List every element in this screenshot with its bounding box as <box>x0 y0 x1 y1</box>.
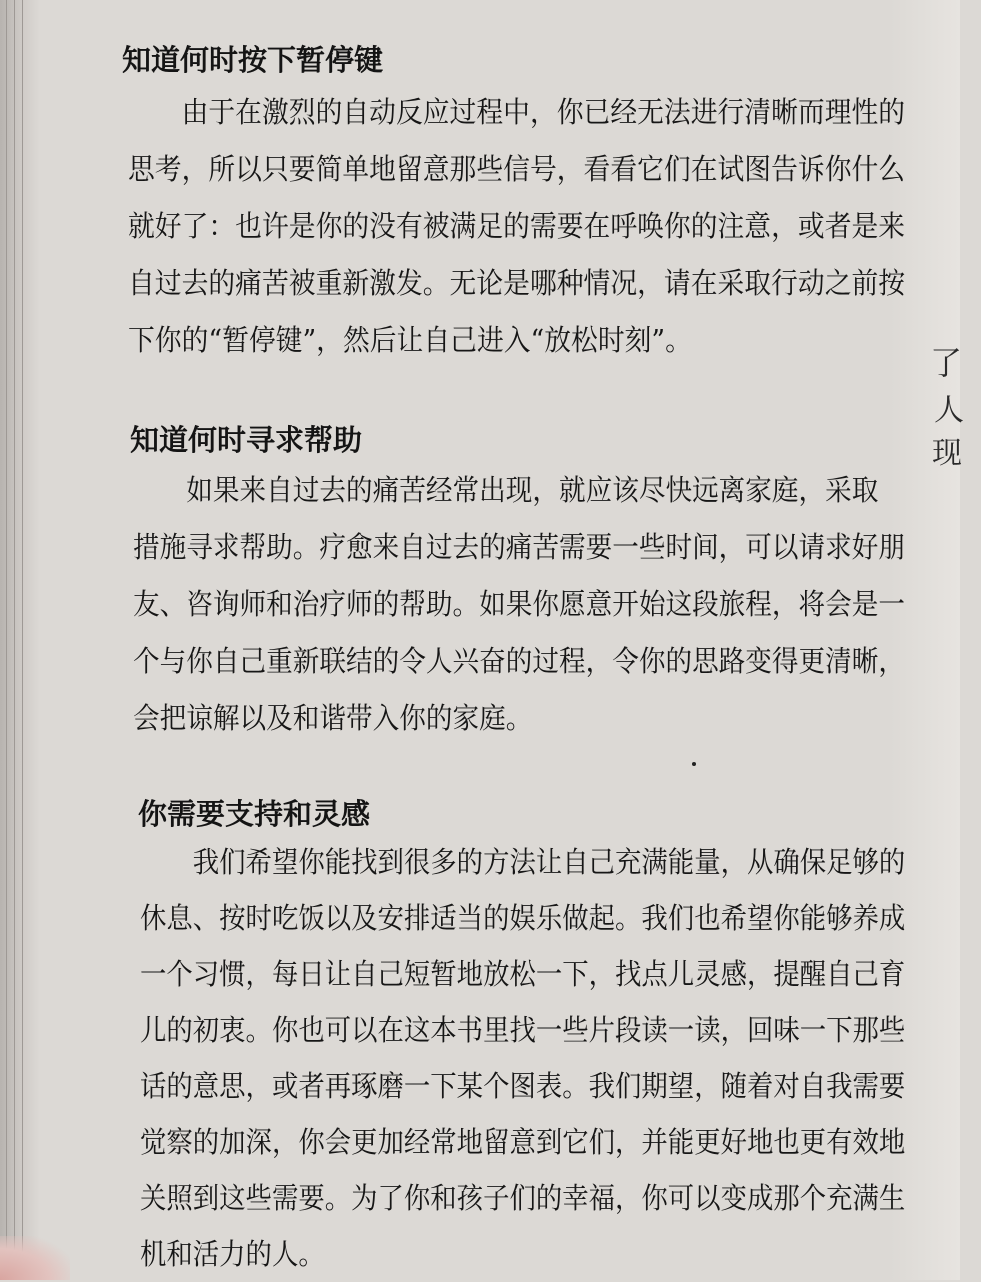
facing-page-char: 人 <box>934 393 964 428</box>
facing-page-char: 了 <box>930 344 963 382</box>
paragraph-line: 儿的初衷。你也可以在这本书里找一些片段读一读，回味一下那些 <box>140 1013 906 1047</box>
page-edge-line <box>14 0 15 1280</box>
ink-speck <box>692 762 696 766</box>
paragraph-line: 个与你自己重新联结的令人兴奋的过程，令你的思路变得更清晰， <box>133 644 906 678</box>
paragraph-line: 下你的“暂停键”，然后让自己进入“放松时刻”。 <box>128 323 692 357</box>
paragraph-line: 觉察的加深，你会更加经常地留意到它们，并能更好地也更有效地 <box>140 1125 906 1159</box>
paragraph-line: 如果来自过去的痛苦经常出现，就应该尽快远离家庭，采取 <box>186 473 879 507</box>
paragraph-line: 思考，所以只要简单地留意那些信号，看看它们在试图告诉你什么 <box>128 152 906 186</box>
paragraph-line: 关照到这些需要。为了你和孩子们的幸福，你可以变成那个充满生 <box>140 1181 906 1215</box>
paragraph-line: 一个习惯，每日让自己短暂地放松一下，找点儿灵感，提醒自己育 <box>140 957 906 991</box>
section-heading-support: 你需要支持和灵感 <box>138 797 371 831</box>
paragraph-line: 就好了：也许是你的没有被满足的需要在呼唤你的注意，或者是来 <box>128 209 906 243</box>
paragraph-line: 措施寻求帮助。疗愈来自过去的痛苦需要一些时间，可以请求好朋 <box>133 530 906 564</box>
section-heading-help: 知道何时寻求帮助 <box>130 423 363 457</box>
paragraph-line: 机和活力的人。 <box>140 1237 325 1271</box>
section-heading-pause: 知道何时按下暂停键 <box>122 43 384 77</box>
section-paragraph-support <box>140 834 981 1282</box>
facing-page-char: 现 <box>932 436 962 471</box>
paragraph-line: 我们希望你能找到很多的方法让自己充满能量，从确保足够的 <box>192 845 906 879</box>
paragraph-line: 由于在激烈的自动反应过程中，你已经无法进行清晰而理性的 <box>181 95 906 129</box>
section-paragraph-pause <box>128 84 969 369</box>
paragraph-line: 友、咨询师和治疗师的帮助。如果你愿意开始这段旅程，将会是一 <box>133 587 906 621</box>
paragraph-line: 休息、按时吃饭以及安排适当的娱乐做起。我们也希望你能够养成 <box>140 901 906 935</box>
page-edge-line <box>6 0 7 1280</box>
page-stain <box>0 1236 70 1280</box>
paragraph-line: 会把谅解以及和谐带入你的家庭。 <box>133 701 533 735</box>
section-paragraph-help <box>133 462 974 747</box>
paragraph-line: 话的意思，或者再琢磨一下某个图表。我们期望，随着对自我需要 <box>140 1069 906 1103</box>
page-edge-line <box>22 0 23 1280</box>
paragraph-line: 自过去的痛苦被重新激发。无论是哪种情况，请在采取行动之前按 <box>128 266 906 300</box>
